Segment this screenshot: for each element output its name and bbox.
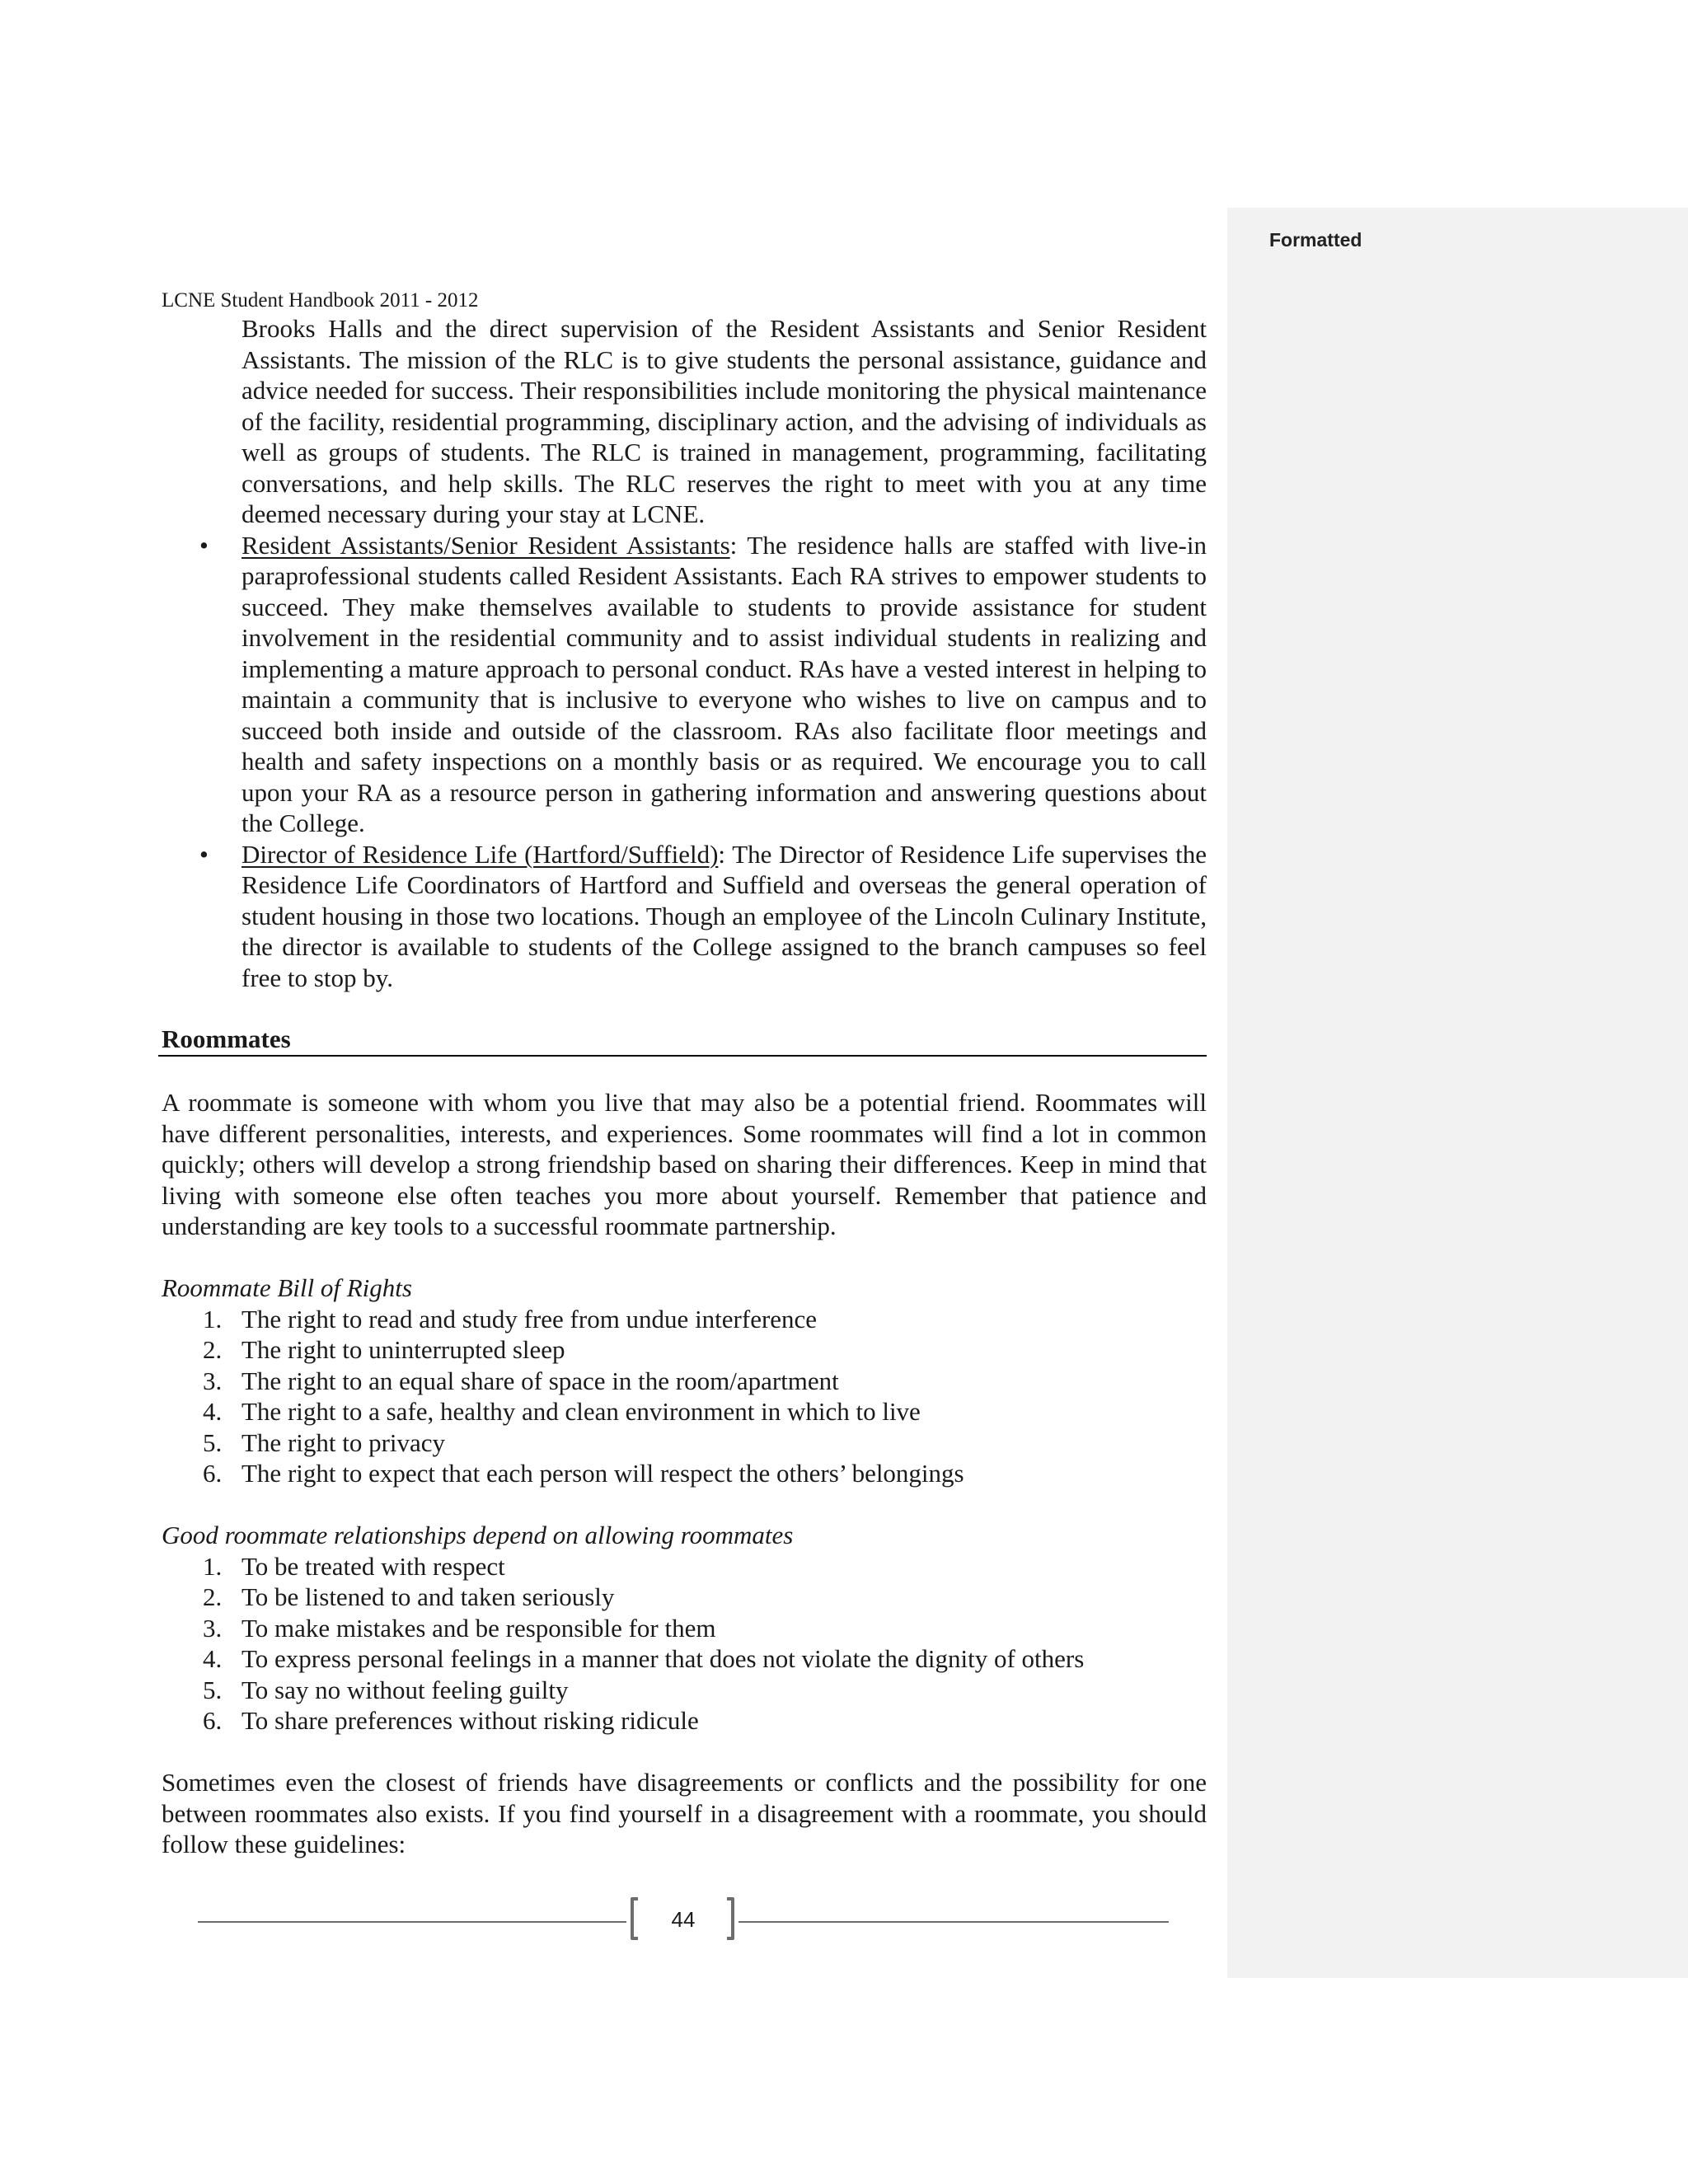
- conflict-paragraph: Sometimes even the closest of friends have disagreements or conflicts and the possibility for one between roommates also exists. If you find yourself in a disagreement with a roommate, you should follow these guidelines:: [162, 1768, 1207, 1858]
- list-number: 5.: [203, 1675, 223, 1704]
- left-brace-icon: [628, 1897, 640, 1940]
- list-number: 5.: [203, 1427, 223, 1457]
- list-number: 2.: [203, 1582, 223, 1611]
- staff-term: Resident Assistants/Senior Resident Assistants: [241, 530, 730, 560]
- list-number: 1.: [203, 1551, 223, 1581]
- list-number: 3.: [203, 1613, 223, 1643]
- list-number: 4.: [203, 1397, 223, 1426]
- staff-description: : The residence halls are staffed with live-in paraprofessional students called Resident Assistants. Each RA strives to empower students to succeed. They make themselves available to students to provide assistance for student involvement in the residential community and to assist individual students in realizing and implementing a mature approach to personal conduct. RAs have a vested interest in helping to maintain a community that is inclusive to everyone who wishes to live on campus and to succeed both inside and outside of the classroom. RAs also facilitate floor meetings and health and safety inspections on a monthly basis or as required. We encourage you to call upon your RA as a resource person in gathering information and answering questions about the College.: [241, 530, 1207, 837]
- list-item: [162, 1613, 1207, 1644]
- spacer: [162, 1489, 1207, 1521]
- footer-rule-right: [738, 1921, 1169, 1923]
- list-item: [162, 1582, 1207, 1613]
- list-item: [162, 1705, 1207, 1736]
- list-item-text: The right to an equal share of space in the room/apartment: [241, 1366, 839, 1395]
- list-number: 3.: [203, 1366, 223, 1395]
- staff-list: [162, 530, 1207, 994]
- list-item: [162, 530, 1207, 839]
- list-item: [162, 1675, 1207, 1706]
- page-body: [162, 313, 1207, 1860]
- list-item: [162, 1334, 1207, 1366]
- bill-of-rights-title: Roommate Bill of Rights: [162, 1273, 412, 1302]
- right-brace-icon: [725, 1897, 737, 1940]
- page-number: 44: [671, 1907, 696, 1932]
- list-item: [162, 1458, 1207, 1489]
- staff-term: Director of Residence Life (Hartford/Suffield): [241, 839, 719, 869]
- roommates-intro-paragraph: A roommate is someone with whom you live that may also be a potential friend. Roommates will have different personalities, interests, and experiences. Some roommates will find a lot in common quickly; others will develop a strong friendship based on sharing their differences. Keep in mind that living with someone else often teaches you more about yourself. Remember that patience and understanding are key tools to a successful roommate partnership.: [162, 1088, 1207, 1240]
- list-item: [162, 1366, 1207, 1397]
- staff-description: : The Director of Residence Life supervises the Residence Life Coordinators of Hartford and Suffield and overseas the general operation of student housing in those two locations. Though an employee of the Lincoln Culinary Institute, the director is available to students of the College assigned to the branch campuses so feel free to stop by.: [241, 839, 1207, 992]
- continuation-paragraph: Brooks Halls and the direct supervision of the Resident Assistants and Senior Resident Assistants. The mission of the RLC is to give students the personal assistance, guidance and advice needed for success. Their responsibilities include monitoring the physical maintenance of the facility, residential programming, disciplinary action, and the advising of individuals as well as groups of students. The RLC is trained in management, programming, facilitating conversations, and help skills. The RLC reserves the right to meet with you at any time deemed necessary during your stay at LCNE.: [241, 314, 1207, 528]
- list-item-text: The right to uninterrupted sleep: [241, 1335, 565, 1364]
- list-item-text: To share preferences without risking ridicule: [241, 1706, 699, 1735]
- list-number: 6.: [203, 1706, 223, 1735]
- list-item: [162, 1551, 1207, 1582]
- bullet-icon: •: [199, 530, 209, 560]
- list-item: [162, 1427, 1207, 1459]
- running-header: LCNE Student Handbook 2011 - 2012: [162, 289, 479, 312]
- bill-of-rights-list: [162, 1304, 1207, 1489]
- list-item: [162, 839, 1207, 994]
- list-item-text: To be listened to and taken seriously: [241, 1582, 615, 1611]
- spacer: [162, 1057, 1207, 1088]
- list-item: [162, 1396, 1207, 1427]
- list-number: 6.: [203, 1459, 223, 1488]
- markup-comment-label: Formatted: [1269, 229, 1362, 251]
- list-item-text: To make mistakes and be responsible for them: [241, 1613, 716, 1643]
- list-item-text: To express personal feelings in a manner that does not violate the dignity of others: [241, 1644, 1085, 1673]
- list-number: 1.: [203, 1304, 223, 1333]
- relationships-list: [162, 1551, 1207, 1736]
- list-item-text: To be treated with respect: [241, 1551, 505, 1581]
- list-item: [162, 1643, 1207, 1675]
- list-item: [162, 1304, 1207, 1335]
- bullet-icon: •: [199, 839, 209, 869]
- list-number: 4.: [203, 1644, 223, 1673]
- spacer: [162, 1736, 1207, 1768]
- relationships-title: Good roommate relationships depend on allowing roommates: [162, 1521, 794, 1549]
- list-item-text: To say no without feeling guilty: [241, 1675, 569, 1704]
- footer-rule-left: [198, 1921, 626, 1923]
- spacer: [162, 1242, 1207, 1273]
- list-item-text: The right to expect that each person will respect the others’ belongings: [241, 1459, 964, 1488]
- markup-pane: [1227, 208, 1688, 1978]
- list-item-text: The right to a safe, healthy and clean environment in which to live: [241, 1397, 921, 1426]
- list-number: 2.: [203, 1335, 223, 1364]
- section-heading: Roommates: [158, 1024, 1207, 1057]
- list-item-text: The right to read and study free from undue interference: [241, 1304, 818, 1333]
- list-item-text: The right to privacy: [241, 1427, 446, 1457]
